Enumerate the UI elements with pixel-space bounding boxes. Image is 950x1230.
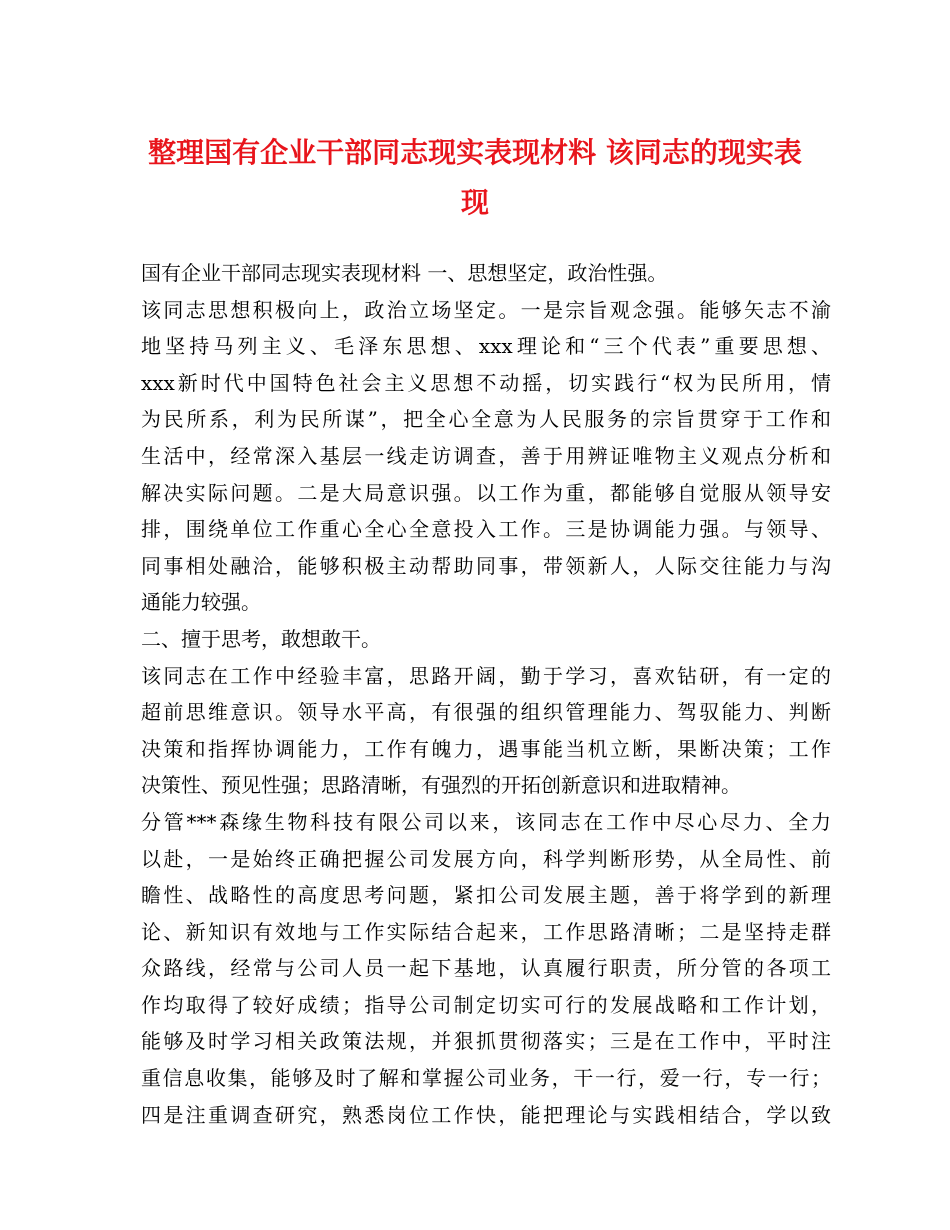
body-line: xxx新时代中国特色社会主义思想不动摇，切实践行“权为民所用，情 (141, 370, 831, 395)
body-line: 瞻性、战略性的高度思考问题，紧扣公司发展主题，善于将学到的新理 (141, 883, 831, 908)
body-line: 四是注重调查研究，熟悉岗位工作快，能把理论与实践相结合，学以致 (141, 1102, 831, 1127)
title-line: 现 (460, 186, 489, 219)
body-line: 生活中，经常深入基层一线走访调查，善于用辨证唯物主义观点分析和 (141, 443, 831, 468)
body-line: 能够及时学习相关政策法规，并狠抓贯彻落实；三是在工作中，平时注 (141, 1029, 831, 1054)
body-line: 超前思维意识。领导水平高，有很强的组织管理能力、驾驭能力、判断 (141, 700, 831, 725)
title-line: 整理国有企业干部同志现实表现材料 该同志的现实表 (148, 136, 802, 169)
body-line: 重信息收集，能够及时了解和掌握公司业务，干一行，爱一行，专一行； (141, 1066, 831, 1091)
body-line: 以赴，一是始终正确把握公司发展方向，科学判断形势，从全局性、前 (141, 846, 831, 871)
section-heading: 二、擅于思考，敢想敢干。 (141, 626, 381, 651)
body-line: 决策性、预见性强；思路清晰，有强烈的开拓创新意识和进取精神。 (141, 773, 741, 798)
body-line: 该同志思想积极向上，政治立场坚定。一是宗旨观念强。能够矢志不渝 (141, 297, 831, 322)
body-line: 论、新知识有效地与工作实际结合起来，工作思路清晰；二是坚持走群 (141, 919, 831, 944)
body-line: 作均取得了较好成绩；指导公司制定切实可行的发展战略和工作计划， (141, 992, 831, 1017)
body-line: 解决实际问题。二是大局意识强。以工作为重，都能够自觉服从领导安 (141, 480, 831, 505)
body-line: 众路线，经常与公司人员一起下基地，认真履行职责，所分管的各项工 (141, 956, 831, 981)
body-line: 该同志在工作中经验丰富，思路开阔，勤于学习，喜欢钻研，有一定的 (141, 663, 831, 688)
body-line: 通能力较强。 (141, 590, 261, 615)
body-line: 同事相处融洽，能够积极主动帮助同事，带领新人，人际交往能力与沟 (141, 553, 831, 578)
body-line: 国有企业干部同志现实表现材料 一、思想坚定，政治性强。 (141, 261, 668, 285)
body-line: 地坚持马列主义、毛泽东思想、xxx理论和“三个代表”重要思想、 (141, 334, 831, 359)
document-body (141, 255, 831, 1133)
body-line: 分管***森缘生物科技有限公司以来，该同志在工作中尽心尽力、全力 (141, 809, 831, 834)
body-line: 决策和指挥协调能力，工作有魄力，遇事能当机立断，果断决策；工作 (141, 736, 831, 761)
document-title (100, 128, 850, 228)
body-line: 为民所系，利为民所谋”，把全心全意为人民服务的宗旨贯穿于工作和 (141, 407, 831, 432)
body-line: 排，围绕单位工作重心全心全意投入工作。三是协调能力强。与领导、 (141, 517, 831, 542)
